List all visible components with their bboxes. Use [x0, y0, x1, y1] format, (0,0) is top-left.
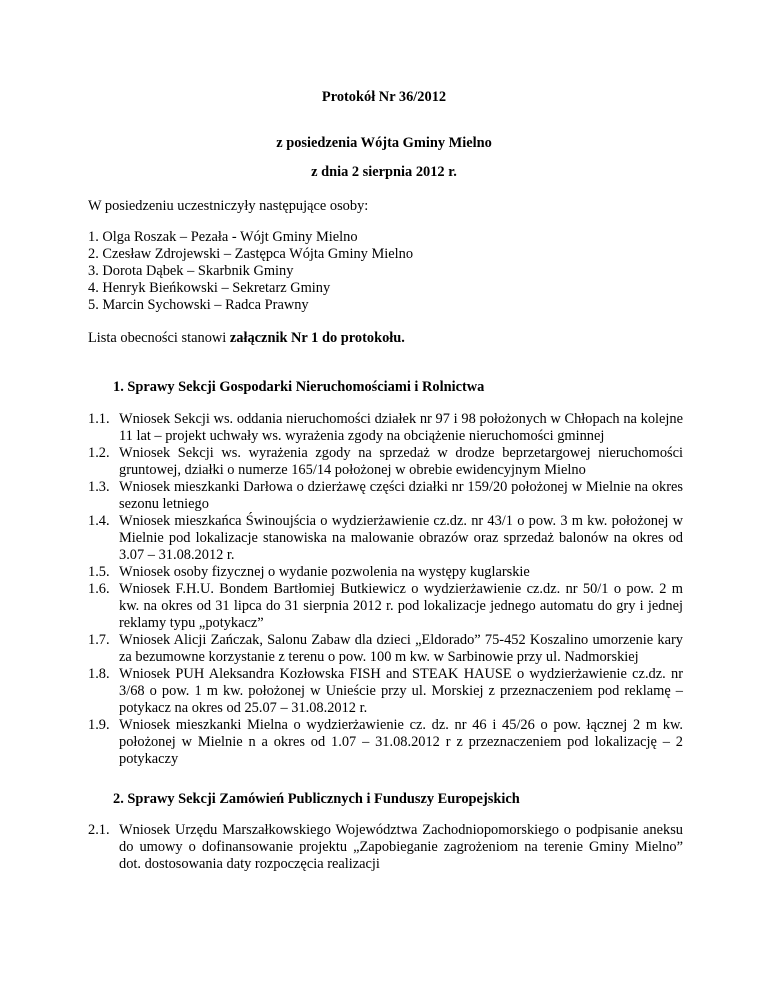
list-item	[88, 666, 683, 717]
section-items	[88, 822, 683, 873]
list-item	[88, 411, 683, 445]
attendee-item: 5. Marcin Sychowski – Radca Prawny	[88, 297, 309, 313]
item-number: 1.9.	[88, 717, 110, 733]
list-item	[88, 581, 683, 632]
item-number: 1.1.	[88, 411, 110, 427]
item-text: Wniosek Alicji Zańczak, Salonu Zabaw dla dzieci „Eldorado” 75-452 Koszalino umorzenie kary za bezumowne korzystanie z terenu o pow. 100 m kw. w Sarbinowie przy ul. Nadmorskiej	[119, 632, 683, 665]
attendee-item: 3. Dorota Dąbek – Skarbnik Gminy	[88, 263, 294, 279]
protocol-title: Protokół Nr 36/2012	[321, 89, 447, 105]
attendee-item: 1. Olga Roszak – Pezała - Wójt Gminy Mielno	[88, 229, 358, 245]
item-text: Wniosek PUH Aleksandra Kozłowska FISH and STEAK HAUSE o wydzierżawienie cz.dz. nr 3/68 o pow. 1 m kw. położonej w Unieście przy ul. Morskiej z przeznaczeniem pod reklamę – potykacz na okres od 25.07 – 31.08.2012 r.	[119, 666, 683, 716]
item-text: Wniosek Sekcji ws. oddania nieruchomości działek nr 97 i 98 położonych w Chłopach na kolejne 11 lat – projekt uchwały ws. wyrażenia zgody na obciążenie nieruchomości gminnej	[119, 411, 683, 444]
item-text: Wniosek mieszkańca Świnoujścia o wydzierżawienie cz.dz. nr 43/1 o pow. 3 m kw. położonej w Mielnie pod lokalizacje stanowiska na malowanie obrazów oraz sprzedaż balonów na okres od 3.07 – 31.08.2012 r.	[119, 513, 683, 563]
section-heading: 1. Sprawy Sekcji Gospodarki Nieruchomościami i Rolnictwa	[113, 379, 485, 395]
item-number: 1.6.	[88, 581, 110, 597]
list-item	[88, 564, 683, 581]
item-number: 1.3.	[88, 479, 110, 495]
item-number: 1.2.	[88, 445, 110, 461]
item-text: Wniosek Urzędu Marszałkowskiego Województwa Zachodniopomorskiego o podpisanie aneksu do umowy o dofinansowanie projektu „Zapobieganie zagrożeniom na terenie Gminy Mielno” dot. dostosowania daty rozpoczęcia realizacji	[119, 822, 683, 872]
protocol-subtitle: z posiedzenia Wójta Gminy Mielno	[276, 135, 492, 151]
item-text: Wniosek mieszkanki Mielna o wydzierżawienie cz. dz. nr 46 i 45/26 o pow. łącznej 2 m kw. położonej w Mielnie n a okres od 1.07 – 31.08.2012 r z przeznaczeniem pod lokalizację – 2 potykaczy	[119, 717, 683, 767]
item-number: 2.1.	[88, 822, 110, 838]
list-item	[88, 445, 683, 479]
attendance-bold: załącznik Nr 1 do protokołu.	[229, 330, 405, 346]
list-item	[88, 717, 683, 768]
attendees-list	[88, 229, 688, 314]
list-item	[88, 513, 683, 564]
list-item	[88, 822, 683, 873]
attendee-item: 2. Czesław Zdrojewski – Zastępca Wójta Gminy Mielno	[88, 246, 414, 262]
attendance-text: Lista obecności stanowi	[88, 330, 230, 346]
item-text: Wniosek Sekcji ws. wyrażenia zgody na sprzedaż w drodze beprzetargowej nieruchomości gruntowej, działki o numerze 165/14 położonej w obrebie ewidencyjnym Mielno	[119, 445, 683, 478]
item-text: Wniosek osoby fizycznej o wydanie pozwolenia na występy kuglarskie	[119, 564, 530, 580]
item-number: 1.4.	[88, 513, 110, 529]
list-item	[88, 479, 683, 513]
attendance-note	[88, 330, 688, 347]
section-items	[88, 411, 683, 768]
attendee-item: 4. Henryk Bieńkowski – Sekretarz Gminy	[88, 280, 331, 296]
list-item	[88, 632, 683, 666]
item-text: Wniosek F.H.U. Bondem Bartłomiej Butkiewicz o wydzierżawienie cz.dz. nr 50/1 o pow. 2 m kw. na okres od 31 lipca do 31 sierpnia 2012 r. pod lokalizacje jednego automatu do gry i jednej reklamy typu „potykacz”	[119, 581, 683, 631]
protocol-date: z dnia 2 sierpnia 2012 r.	[311, 164, 457, 180]
section-heading: 2. Sprawy Sekcji Zamówień Publicznych i Funduszy Europejskich	[113, 791, 520, 807]
item-number: 1.5.	[88, 564, 110, 580]
attendees-intro: W posiedzeniu uczestniczyły następujące osoby:	[88, 198, 369, 214]
item-text: Wniosek mieszkanki Darłowa o dzierżawę części działki nr 159/20 położonej w Mielnie na okres sezonu letniego	[119, 479, 683, 512]
item-number: 1.8.	[88, 666, 110, 682]
item-number: 1.7.	[88, 632, 110, 648]
